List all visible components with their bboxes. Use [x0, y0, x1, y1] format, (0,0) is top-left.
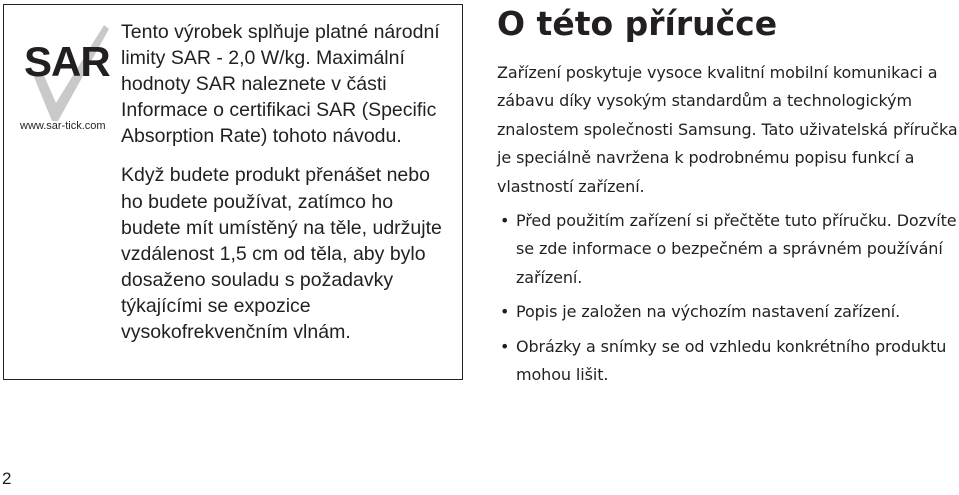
list-item [497, 333, 959, 390]
sar-paragraph-limits: Tento výrobek splňuje platné národní limity SAR - 2,0 W/kg. Maximální hodnoty SAR naleznete v části Informace o certifikaci SAR (Specific Absorption Rate) tohoto návodu. [121, 21, 440, 148]
page-number: 2 [2, 469, 12, 488]
sar-logo-text: SAR [24, 38, 110, 85]
list-item-text: Popis je založen na výchozím nastavení zařízení. [516, 302, 901, 322]
bullet-icon: • [500, 336, 510, 356]
sar-tick-logo [12, 17, 114, 132]
list-item-text: Obrázky a snímky se od vzhledu konkrétního produktu mohou lišit. [516, 336, 947, 385]
guide-bullet-list [497, 207, 959, 389]
list-item [497, 207, 959, 292]
sar-notice-text [121, 19, 456, 345]
bullet-icon: • [500, 302, 510, 322]
sar-paragraph-distance: Když budete produkt přenášet nebo ho budete používat, zatímco ho budete mít umístěný na těle, udržujte vzdálenost 1,5 cm od těla, aby bylo dosaženo souladu s požadavky týkajícími se expozice vysokofrekvenčním vlnám. [121, 164, 442, 344]
section-title: O této příručce [497, 4, 778, 43]
sar-notice-box [3, 4, 463, 380]
section-intro: Zařízení poskytuje vysoce kvalitní mobilní komunikaci a zábavu díky vysokým standardům a technologickým znalostem společnosti Samsung. Tato uživatelská příručka je speciálně navržena k podrobnému popisu funkcí a vlastností zařízení. [497, 63, 958, 196]
sar-logo-url: www.sar-tick.com [20, 120, 106, 132]
list-item-text: Před použitím zařízení si přečtěte tuto příručku. Dozvíte se zde informace o bezpečném a správném používání zařízení. [516, 211, 957, 287]
bullet-icon: • [500, 211, 510, 231]
list-item [497, 298, 959, 326]
about-guide-section [497, 4, 959, 389]
